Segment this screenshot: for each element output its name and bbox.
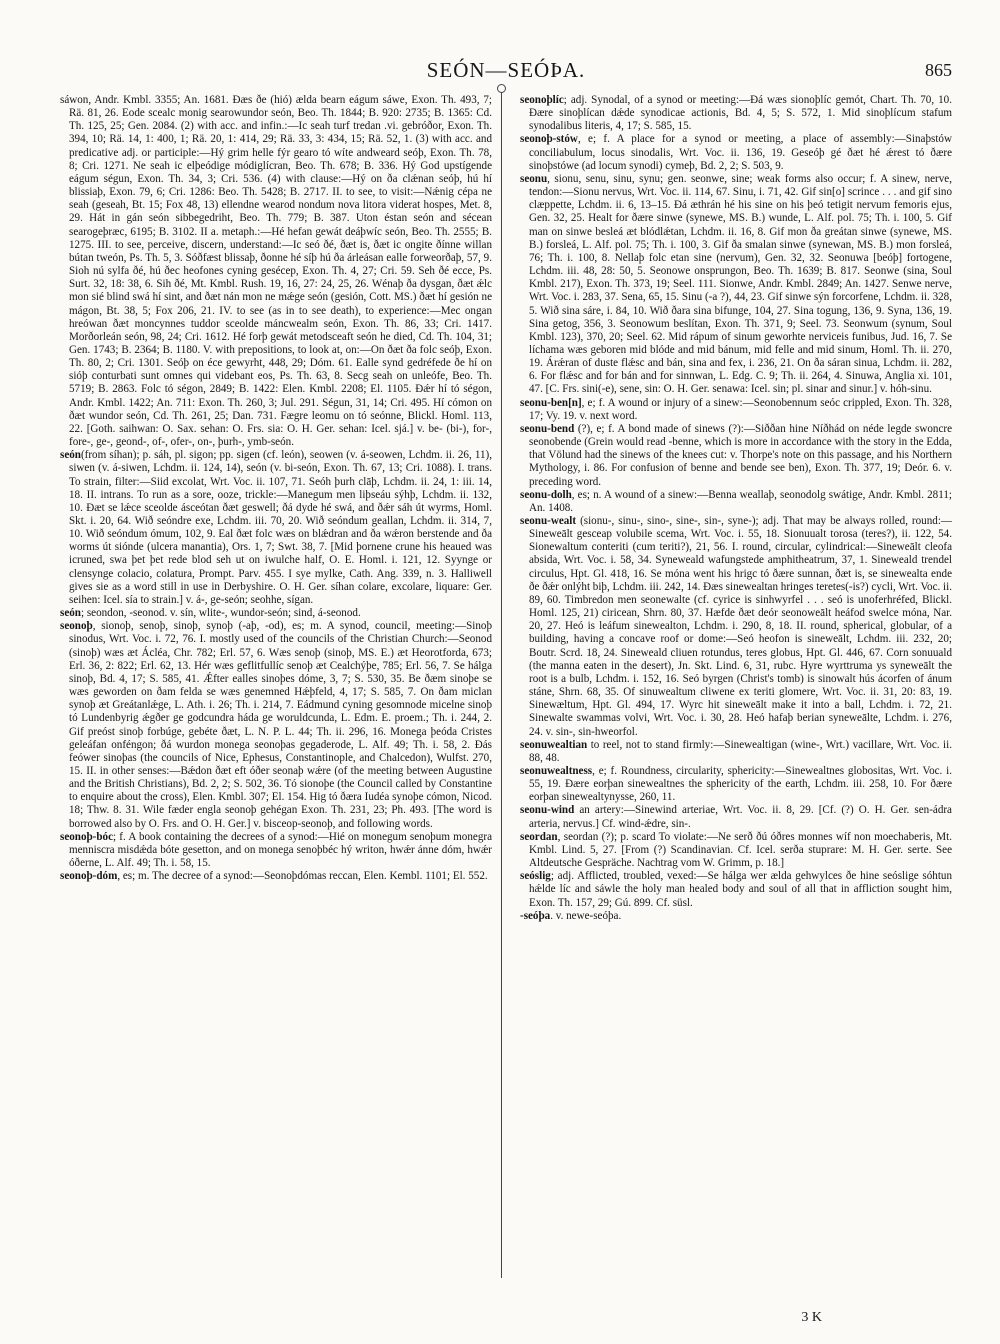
entry-headword: seonoþ-dóm: [60, 870, 118, 883]
entry-text: , es; m. The decree of a synod:—Seonoþdómas reccan, Elen. Kembl. 1101; El. 552.: [117, 870, 488, 883]
entry-headword: seordan: [520, 830, 558, 843]
entry-text: an artery:—Sinewind arteriae, Wrt. Voc. ii. 8, 29. [Cf. (?) O. H. Ger. sen-ádra arteria, nervus.] Cf. wind-ǽdre, sin-.: [529, 804, 952, 830]
dictionary-entry: [520, 94, 952, 133]
entry-headword: seón: [60, 607, 81, 620]
entry-text: , e; f. A wound or injury of a sinew:—Seonobennum seóc crippled, Exon. Th. 328, 17; Vy. 19. v. next word.: [529, 396, 952, 422]
dictionary-entry: [60, 870, 492, 883]
entry-text: ; seondon, -seonod. v. sín, wlite-, wundor-seón; sind, á-seonod.: [80, 607, 361, 620]
entry-headword: seonoþ-stów: [520, 133, 578, 146]
entry-text: , sionoþ, senoþ, sinoþ, synoþ (-aþ, -od), es; m. A synod, council, meeting:—Sinoþ sinodus, Wrt. Voc. i. 72, 76. I. mostly used of the councils of the Christian Church:—Seonod (sinoþ) wæs æt Ácléa, Chr. 782; Erl. 57, 6. Wæs senoþ (sinoþ, MS. E.) æt Heorotforda, 673; Erl. 36, 2: 822; Erl. 62, 13. Hér wæs geflitfullíc senoþ æt Cealchýþe, 785; Erl. 56, 7. Se hálga sinoþ, Bd. 4, 17; S. 585, 41. Ǽfter ealles sinoþes dóme, 3, 7; S. 530, 35. Be ðæm sinoþe se wæs geworden on ðam felda se wæs genemned Hǽþfeld, 4, 17; S. 585, 7. On ðam miclan synoþ æt Greátanlǽge, L. Ath. i. 26; Th. i. 214, 7. Eádmund cyning gesomnode micelne sinoþ tó Lundenbyrig ǽgðer ge godcundra háda ge woruldcunda, L. Edm. E. proem.; Th. i. 244, 2. Gif preóst sinoþ forbúge, gebéte ðæt, L. N. P. L. 44; Th. ii. 296, 16. Monega þeóda Cristes geleáfan onféngon; ðá wurdon monega seonoþas gegaderode, L. Alf. 49; Th. i. 58, 2. Ðás feówer sinoþas (the councils of Nice, Ephesus, Constantinople, and Chalcedon), Wulfst. 270, 15. II. in other senses:—Bǽdon ðæt eft óðer seonaþ wǽre (of the meeting between Augustine and the British Christians), Bd. 2, 2; S. 502, 36. Tó sionoþe (the Council called by Constantine to enquire about the cross), Elen. Kmbl. 307; El. 154. Hig tó ðæra Iudéa synoþe cómon, Nicod. 18; Thw. 8. 31. Wile fæder englа seonoþ gehégan Exon. Th. 231, 23; Ph. 493. [The word is borrowed also by O. Frs. and O. H. Ger.] v. bisceop-seonoþ, and following words.: [69, 620, 492, 830]
entry-text: (?), e; f. A bond made of sinews (?):—Siððan hine Níðhád on néde legde swoncre seonobende (Grein would read -benne, which is more in accordance with the story in the Edda, that Völund had the sinews of the knees cut: v. Thorpe's note on this passage, and his Northern Mythology, i. 86. For confusion of benne and bende see ben), Exon. Th. 377, 19; Deór. 6. v. preceding word.: [529, 422, 952, 488]
dictionary-entry: [60, 607, 492, 620]
entry-headword: -seóþa: [520, 909, 551, 922]
entry-headword: seonuwealtian: [520, 738, 588, 751]
entry-text: to reel, not to stand firmly:—Sinewealtigan (wine-, Wrt.) vacillare, Wrt. Voc. ii. 88, 48.: [529, 738, 952, 764]
entry-text: ; adj. Afflicted, troubled, vexed:—Se hálga wer ælda gehwylces ðe hine seóslige sóhtun hǽlde líc and sáwle the holy man healed body and soul of all that in affliction sought him, Exon. Th. 157, 29; Gú. 899. Cf. süsl.: [529, 870, 952, 909]
dictionary-entry: [60, 449, 492, 607]
entry-headword: seonoþ-bóc: [60, 830, 114, 843]
entry-text: ; adj. Synodal, of a synod or meeting:—Ðá wæs sionoþlíc gemót, Chart. Th. 70, 10. Ðære sinoþlícan dǽde synodicae actionis, Bd. 4, 5; S. 572, 1. Mid sinoþlícum stafum synodalibus literis, 4, 17; S. 585, 15.: [529, 94, 952, 133]
dictionary-entry: [520, 173, 952, 397]
entry-headword: seonu: [520, 172, 548, 185]
dictionary-entry: [520, 765, 952, 804]
entry-text: , seordan (?); p. scard To violate:—Ne serð ðú óðres monnes wíf non moechaberis, Mt. Kmbl. Lind. 5, 27. [From (?) Scandinavian. Cf. Icel. serða stuprare: M. H. Ger. serte. See Altdeutsche Gespräche. Nachtrag vom W. Grimm, p. 18.]: [529, 830, 952, 870]
page-number: 865: [925, 60, 952, 80]
entry-text: , e; f. A place for a synod or meeting, a place of assembly:—Sinaþstów conciliabulum, locus sinodalis, Wrt. Voc. ii. 136, 19. Geseóþ gé ðæt hé ǽrest tó ðære sinoþstówe (ad locum synodi) cymeþ, Bd. 2, 2; S. 503, 9.: [529, 133, 952, 172]
entry-text: ; f. A book containing the decrees of a synod:—Hié on monegum senoþum monegra menniscra misdǽda bóte gesetton, and on monega senoþbéc hý writon, hwǽr ánne dóm, hwǽr óðerne, L. Alf. 49; Th. i. 58, 15.: [69, 830, 492, 870]
dictionary-page: [60, 58, 952, 1326]
entry-headword: seonu-bend: [520, 422, 575, 435]
column-divider-ornament: [497, 84, 506, 93]
dictionary-entry: [520, 515, 952, 739]
columns: [60, 94, 952, 923]
entry-headword: seonu-dolh: [520, 488, 572, 501]
dictionary-entry: [520, 910, 952, 923]
entry-headword: seón: [60, 449, 81, 462]
dictionary-entry: [520, 489, 952, 515]
dictionary-entry: [520, 804, 952, 830]
entry-text: . v. newe-seóþa.: [550, 909, 622, 922]
entry-text: , es; n. A wound of a sinew:—Benna weallaþ, seonodolg swátige, Andr. Kmbl. 2811; An. 1408.: [529, 488, 952, 514]
dictionary-entry: [520, 739, 952, 765]
entry-text: , sionu, senu, sinu, synu; gen. seonwe, sine; weak forms also occur; f. A sinew, nerve, tendon:—Sionu nervus, Wrt. Voc. ii. 114, 67. Sinu, i. 71, 42. Gif sin[o] scrince . . . and gif sino clæppette, Lchdm. ii. 6, 13–15. Ðá æthrán hé his sine on his þeó tetigit nervum femoris ejus, Gen. 32, 25. Healt for ðære sinwe (synewe, MS. B.) wunde, L. Alf. pol. 75; Th. i. 100, 5. Gif man on sinwe besleá æt blódlǽtan, Lchdm. ii. 16, 8. Gif mon ða greátan sinwe (synewe, MS. B.) forsleá, L. Alf. pol. 75; Th. i. 100, 3. Gif ða smalan sinwe (synewan, MS. B.) mon forsleá, 76; Th. i. 100, 8. Nellaþ folc etan sine (nervum), Gen. 32, 32. Seonuwa [beóþ] fortogene, Lchdm. iii. 48, 28: 50, 5. Seonowe onsprungon, Beo. Th. 1639; B. 817. Seonwe (sina, Soul Kmbl. 217), Exon. Th. 373, 19; Seel. 111. Sionwe, Andr. Kmbl. 2849; An. 1427. Senwe nerve, Wrt. Voc. i. 283, 37. Sena, 65, 15. Sinu (-a ?), 44, 23. Gif sinwe sýn forcorfene, Lchdm. ii. 328, 5. Wið sina sáre, i. 84, 10. Wið ðara sina bifunge, 104, 27. Sina togung, 136, 9. Syna, 136, 19. Sina getog, 356, 3. Seonowum beslítan, Exon. Th. 371, 9; Seel. 73. Seonwum (synum, Soul Kmbl. 123), 370, 20; Seel. 62. Mid rápum of sinum geworhte nerviceis funibus, Jud. 16, 7. Se líchama wæs geboren mid blóde and mid bánum, mid felle and mid sinum, Homl. Th. ii. 270, 19. Árǽran of duste flǽsc and bán, sina and fex, i. 236, 21. On ða sáran sinua, Lchdm. ii. 282, 6. For flǽsc and for bán and for sinnwan, L. Edg. C. 9; Th. ii. 264, 4. Sinuwa, Anglia xi. 101, 47. [C. Frs. sini(-e), sene, sin: O. H. Ger. senawa: Icel. sin; pl. sinar and sinur.] v. hóh-sinu.: [529, 172, 952, 396]
dictionary-entry: [520, 423, 952, 489]
printer-signature: 3 K: [801, 1310, 822, 1325]
entry-headword: seonu-wealt: [520, 515, 577, 527]
entry-headword: seonoþlíc: [520, 94, 564, 106]
entry-text: (from síhan); p. sáh, pl. sigon; pp. sigen (cf. león), seowen (v. á-seowen, Lchdm. ii. 26, 11), siwen (v. á-siwen, Lchdm. ii. 124, 14), seón (v. bi-seón, Exon. Th. 67, 13; Cri. 1088). I. trans. To strain, filter:—Siid excolat, Wrt. Voc. ii. 107, 71. Seóh þurh clāþ, Lchdm. ii. 24, 1: iii. 14, 18. II. intrans. To run as a sore, ooze, trickle:—Manegum men liþseáu sýhþ, Lchdm. ii. 132, 10. Ðæt se lǽce sceolde ásceótan ðæt geswell; ðá dyde hé swá, and ðǽr sáh út wyrms, Homl. Skt. i. 20, 64. Wið seóndre exe, Lchdm. iii. 70, 20. Wið seóndum geallan, Lchdm. ii. 314, 7, 10. Wið seóndum ómum, 102, 9. Eal ðæt folc wæs on blǽdran and ða wǽron berstende and ða worms út sióndе (ulcera manantia), Ors. 1, 7; Swt. 38, 7. [Mid þornene crune his heaued was icruned, swa þet þet rede blod seh ut on iwulche half, O. E. Homl. i. 121, 12. Syynge or clensynge colacio, colatura, Prompt. Parv. 455. I sye mylke, Cath. Ang. 339, n. 3. Halliwell gives sie as a word still in use in Derbyshire. O. H. Ger. síhan colare, excolare, liquare: Ger. seihen: Icel. sía to strain.] v. á-, ge-seón; seohhe, sígan.: [69, 449, 492, 606]
entry-headword: seonuwealtness: [520, 764, 593, 777]
entry-headword: seonu-wind: [520, 804, 575, 817]
dictionary-entry: [60, 94, 492, 449]
entry-text: sáwon, Andr. Kmbl. 3355; An. 1681. Ðæs ðe (hió) ælda bearn eágum sáwe, Exon. Th. 493, 7; Rä. 81, 26. Eode scealc monig searowundor seón, Beo. Th. 1844; B. 920: 2735; B. 1365: Cd. Th. 125, 25; Gen. 2084. (2) with acc. and infin.:—Ic seah turf tredan .vi. gebróðor, Exon. Th. 394, 10; Rä. 14, 1: 400, 1; Rä. 20, 1: 414, 29; Rä. 33, 3: 434, 15; Rä. 52, 1. (3) with acc. and predicative adj. or participle:—Hý grim helle fýr gearo tó wíte andweard seóþ, Exon. Th. 78, 8; Cri. 1271. Ne seah ic elþeódige módiglícran, Beo. Th. 678; B. 336. Hý God upstígende eágum ségun, Exon. Th. 34, 3; Cri. 536. (4) with clause:—Hý on ða clǽnan seóþ, hú hí blissiaþ, Exon. 79, 6; Cri. 1286: Beo. Th. 5428; B. 2717. II. to see, to visit:—Nǽnig cépa ne seah (geseah, Bt. 15; Fox 48, 13) ellendne wearod nondum nova litora viderat hospes, Met. 8, 29. Hát in gán seón sibbegedriht, Beo. Th. 779; B. 387. Uton éstan seón and sécean searogeþræc, 6195; B. 3102. II a. metaph.:—Hé hefan gewát deáþwíc seón, Beo. Th. 2555; B. 1275. III. to see, perceive, discern, understand:—Ic seó ðé, ðæt is, ðæt ic ongite ðínne willan bútan tweón, Ps. Th. 5, 3. Sóðfæst blissaþ, ðonne hé síþ hú ða árleásan ealle forweorðaþ, 57, 9. Sioh nú sylfa ðé, hú ðec heofones cyning gesécep, Exon. Th. 4, 27; Cri. 59. Seh ðé ecce, Ps. Surt. 32, 18: 38, 6. Sih ðé, Mt. Kmbl. Rush. 19, 16, 27: 24, 25, 26. Wénaþ ða dysgan, ðæt ǽlc mon sié blind swá hí sint, and ðæt nán mon ne mǽge seón (gesión, Cott. MS.) ðæt hí gesión ne mágon, Bt. 38, 5; Fox 206, 21. IV. to see (as in to see death), to experience:—Mec ongan hreówan ðæt moncynnes tuddor sceolde máncwealm seón, Exon. Th. 86, 33; Cri. 1417. Morðorleán seón, 98, 24; Cri. 1612. Hé forþ gewát metodsceaft seón he died, Cd. Th. 104, 31; Gen. 1743; B. 2364; B. 1180. V. with prepositions, to look at, on:—On ðæt ða folc seóþ, Exon. Th. 80, 2; Cri. 1301. Seóþ on éce gewyrht, 448, 29; Dóm. 61. Ealle synd gedréfede ðe hí on sióþ conturbati sunt omnes qui videbant eos, Ps. Th. 63, 8. Secg seah on unleófe, Beo. Th. 5719; B. 2863. Folc tó ségon, 2849; B. 1422: Elen. Kmbl. 2208; El. 1105. Ðǽr hí tó ségon, Andr. Kmbl. 1422; An. 711: Exon. Th. 260, 3; Jul. 291. Ségun, 31, 14; Cri. 495. Hí cómon on ðæt wundor seón, Cd. Th. 261, 25; Dan. 731. Fægre leomu on tó seónne, Blickl. Homl. 113, 22. [Goth. saihwan: O. Sax. sehan: O. Frs. sia: O. H. Ger. sehan: Icel. sjá.] v. be- (bi-), for-, fore-, ge-, geond-, of-, ofer-, on-, þurh-, ymb-seón.: [60, 94, 492, 449]
running-head: SEÓN—SEÓÞA.: [426, 58, 586, 82]
entry-headword: seonu-ben[n]: [520, 396, 582, 409]
dictionary-entry: [520, 831, 952, 870]
page-header: [60, 58, 952, 94]
entry-headword: seóslig: [520, 870, 551, 883]
dictionary-entry: [520, 870, 952, 909]
dictionary-entry: [520, 133, 952, 172]
entry-headword: seonoþ: [60, 620, 93, 633]
column-divider: [501, 88, 502, 1278]
entry-text: (sionu-, sinu-, sino-, sine-, sin-, syne-); adj. That may be always rolled, round:—Sineweālt gesceap volubile scema, Wrt. Voc. i. 55, 18. Sionuualt torosa (teres?), ii. 122, 54. Sionewaltum conteriti (cum teriti?), 21, 56. I. round, circular, cylindrical:—Sineweālt cleofa absida, Wrt. Voc. i. 58, 34. Syneweald wafungstede amphitheatrum, 37, 1. Sineweald trendel circulus, Hpt. Gl. 418, 16. Se móna went his hrigc tó ðære sunnan, ðæt is, se sinewealta ende ðe ðǽr onlýht biþ, Lchdm. iii. 242, 14. Ðæs sinewealtan hringes teretes(-is?) cycli, Wrt. Voc. ii. 89, 60. Timbredon men seonewalte (cf. cyrice is sinhwyrfel . . . seó is unoferhréfed, Blickl. Homl. 125, 21) ciricean, Shrn. 80, 37. Hæfde ðæt deór seonoweālt heáfod swelce móna, Nar. 20, 27. Heó is leáfum sinewealton, Lchdm. i. 290, 8, 18. II. round, spherical, globular, of a building, having a concave roof or dome:—Seó heofon is sineweālt, Lchdm. iii. 232, 20; Boutr. Scrd. 18, 24. Sineweald cliuen rotundus, teres globus, Hpt. Gl. 446, 67. Corn sonuuald (the manna eaten in the desert), Jn. Skt. Lind. 6, 31, rubc. Hyre wyrttruma ys syneweālt the root is a bulb, Lchdm. i. 152, 16. Seó byrgen (Christ's tomb) is sinowalt hús ácorfen of ánum stáne, Shrn. 68, 35. Of sinuwealtum cliwene ex teriti glomere, Wrt. Voc. ii. 31, 20: 83, 19. Sinewæltum, Hpt. Gl. 494, 17. Wyrc hit sineweālt make it into a ball, Lchdm. i. 72, 21. Sinewalte swammas volvi, Wrt. Voc. i. 30, 28. Heó hafaþ berian syneweālte, Lchdm. i. 276, 24. v. sin-, sin-hweorfol.: [529, 515, 952, 738]
dictionary-entry: [520, 397, 952, 423]
dictionary-entry: [60, 620, 492, 831]
right-column: [520, 94, 952, 923]
left-column: [60, 94, 492, 923]
dictionary-entry: [60, 831, 492, 870]
entry-text: , e; f. Roundness, circularity, sphericity:—Sinewealtnes globositas, Wrt. Voc. i. 55, 19. Ðære eorþan sinewealtnes the sphericity of the earth, Lchdm. iii. 258, 10. For ðære eorþan sinewealtynysse, 260, 11.: [529, 764, 952, 804]
